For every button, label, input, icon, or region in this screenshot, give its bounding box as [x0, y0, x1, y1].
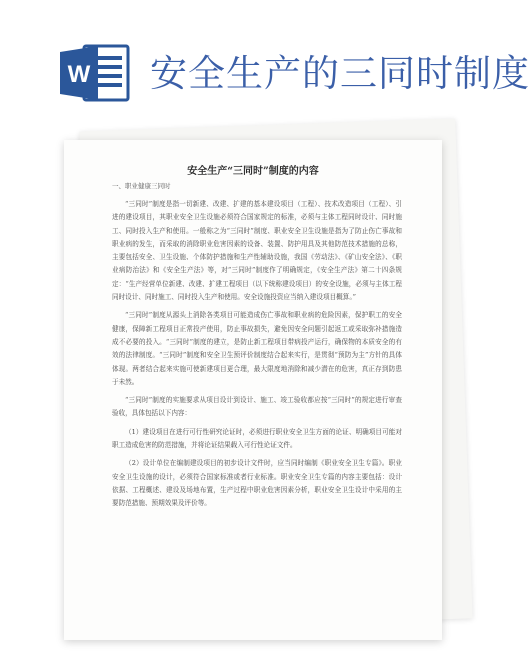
- paragraph: “三同时”制度的实施要求从项目设计到设计、施工、竣工验收都应按“三同时”的规定进行审查验收，具体包括以下内容：: [112, 396, 402, 418]
- section-heading: 一、职业健康三同时: [112, 182, 171, 190]
- svg-text:W: W: [67, 61, 91, 88]
- paragraph: （1）建设项目在进行可行性研究论证时，必须进行职业安全卫生方面的论证、明确项目可能对职工造成危害的防范措施，并将论证结果载入可行性论证文件。: [112, 427, 402, 450]
- document-body: [112, 198, 402, 516]
- paragraph: “三同时”制度从源头上消除各类项目可能造成伤亡事故和职业病的危险因素，保护职工的安全健康，保障新工程项目正常投产使用，防止事故损失，避免因安全问题引起返工或采取弥补措施造成不必要的投入。“三同时”制度的建立，是防止新工程项目带病投产运行，确保物的本质安全的有效的法律制度。“三同时”制度和安全卫生预评价制度结合起来实行，是贯彻“预防为主”方针的具体体现。两者结合起来实施可使新建项目更合理，最大限度地消除和减少潜在的危害，真正存到防患于未然。: [112, 311, 402, 386]
- document-page: [64, 140, 442, 640]
- paragraph: （2）设计单位在编制建设项目的初步设计文件时，应当同时编制《职业安全卫生专篇》。职业安全卫生设施的设计，必须符合国家标准或者行业标准。职业安全卫生专篇的内容主要包括：设计依据、工程概述、建设及场地布置，生产过程中职业危害因素分析，职业安全卫生设计中采用的主要防范措施、预期效果及评价等。: [112, 459, 402, 508]
- page-header: [0, 0, 530, 140]
- document-title: 安全生产“三同时”制度的内容: [187, 166, 319, 177]
- word-icon: [58, 44, 136, 102]
- header-title: 安全生产的三同时制度: [150, 52, 530, 95]
- paragraph: “三同时”制度是指一切新建、改建、扩建的基本建设项目（工程）、技术改造项目（工程）、引进的建设项目，其职业安全卫生设施必须符合国家规定的标准，必须与主体工程同时设计、同时施工、同时投入生产和使用。一般称之为“三同时”制度、职业安全卫生设施是指为了防止伤亡事故和职业病的发生，而采取的消除职业危害因素的设备、装置、防护用具及其他防范技术措施的总称，主要包括安全、卫生设施、个体防护措施和生产性辅助设施，我国《劳动法》、《矿山安全法》、《职业病防治法》和《安全生产法》等，对“三同时”制度作了明确规定，《安全生产法》第二十四条规定：“生产经营单位新建、改建、扩建工程项目（以下统称建设项目）的安全设施，必须与主体工程同时设计、同时施工、同时投入生产和使用。安全设施投资应当纳入建设项目概算。”: [112, 200, 402, 302]
